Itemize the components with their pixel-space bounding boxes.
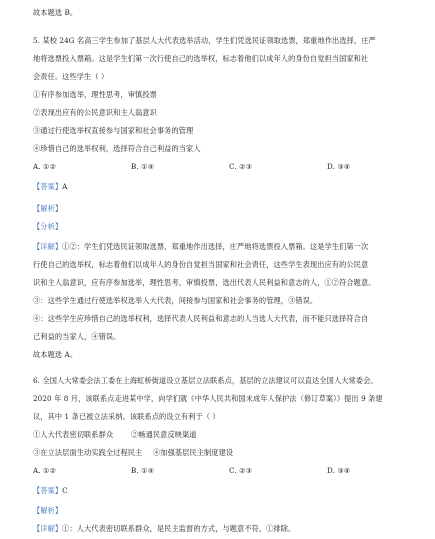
q5-explain-line-1: 【详解】①②：学生们凭选民证领取选票，郑重地作出选择，庄严地将选票投入票箱。这是学生们第一次 <box>33 242 369 251</box>
q6-items-row-1 <box>33 430 411 440</box>
q6-item-1: ①人大代表密切联系群众 <box>33 430 114 439</box>
q5-item-2: ②表现出应有的公民意识和主人翁意识 <box>33 108 157 117</box>
q6-explain-line-1: 【详解】①：人大代表密切联系群众，是民主监督的方式，与题意不符，①排除。 <box>33 524 296 533</box>
q5-conclusion: 故本题选 A。 <box>33 350 78 359</box>
q5-explain-line-5: ④：这些学生应珍惜自己的选举权利，选择代表人民利益和意志的人当选人大代表，而不能只选择符合自 <box>33 314 369 323</box>
q6-option-d[interactable]: D. ③④ <box>327 466 351 475</box>
q5-fenxi-tag: 【分析】 <box>33 222 63 231</box>
q6-item-4: ④加强基层民主制度建设 <box>153 448 234 457</box>
q6-answer-tag: 【答案】 <box>33 486 63 495</box>
q5-item-1: ①有序参加选举，理性思考，审慎投票 <box>33 90 157 99</box>
q6-analysis-tag: 【解析】 <box>33 506 63 515</box>
q5-explain-tag: 【详解】 <box>33 242 63 251</box>
q5-answer <box>33 182 411 192</box>
q5-answer-tag: 【答案】 <box>33 182 63 191</box>
q5-stem-line-2: 地将选票投入票箱。这是学生们第一次行使自己的选举权，标志着他们以成年人的身份自觉担当国家和社 <box>33 54 369 63</box>
q4-conclusion: 故本题选 B。 <box>33 8 78 17</box>
q5-answer-value: A <box>62 182 68 191</box>
q6-option-a[interactable]: A. ①② <box>33 466 57 475</box>
q6-item-3: ③在立法层面生动实践全过程民主 <box>33 448 143 457</box>
q5-option-a[interactable]: A. ①② <box>33 162 57 171</box>
q6-items-row-2 <box>33 448 411 458</box>
q5-explain-line-2: 行使自己的选举权，标志着他们以成年人的身份自觉担当国家和社会责任，这些学生表现出应有的公民意 <box>33 260 369 269</box>
q6-stem-line-3: 议，其中 1 条已被立法采纳。该联系点的设立有利于（ ） <box>33 412 220 421</box>
q6-answer <box>33 486 411 496</box>
q5-explain-line-4: ③：这些学生通过行使选举权选举人大代表，间接参与国家和社会事务的管理，③错误。 <box>33 296 318 305</box>
q5-option-c[interactable]: C. ②③ <box>229 162 253 171</box>
q5-item-3: ③通过行使选举权直接参与国家和社会事务的管理 <box>33 126 194 135</box>
q5-explain-line-3: 识和主人翁意识，应有序参加选举，理性思考，审慎投票，选出代表人民利益和意志的人，①②符合题意。 <box>33 278 376 287</box>
q5-analysis-tag: 【解析】 <box>33 204 63 213</box>
q5-stem-line-1: 5. 某校 24G 名高三学生参加了基层人大代表选举活动，学生们凭选民证领取选票，郑重地作出选择，庄严 <box>33 36 376 45</box>
q5-option-b[interactable]: B. ①④ <box>131 162 155 171</box>
q5-explain-line-6: 己利益的当家人，④错误。 <box>33 332 121 341</box>
q6-answer-value: C <box>62 486 68 495</box>
q6-stem-line-2: 2020 年 8 月，该联系点走进某中学，向学们就《中华人民共和国未成年人保护法（修订草案）》提出 9 条建 <box>33 394 383 403</box>
q6-option-c[interactable]: C. ②③ <box>229 466 253 475</box>
q5-stem-line-3: 会责任。这些学生（ ） <box>33 72 109 81</box>
q6-stem-line-1: 6. 全国人大常委会法工委在上海虹桥街道设立基层立法联系点，基层的立法建议可以直达全国人大常委会。 <box>33 376 378 385</box>
q6-option-b[interactable]: B. ①④ <box>131 466 155 475</box>
q5-option-d[interactable]: D. ③④ <box>327 162 351 171</box>
q5-options <box>33 162 411 172</box>
q5-item-4: ④珍惜自己的选举权利，选择符合自己利益的当家人 <box>33 144 201 153</box>
q6-options <box>33 466 411 476</box>
q6-explain-tag: 【详解】 <box>33 524 63 533</box>
q6-item-2: ②畅通民意反映渠道 <box>131 430 197 439</box>
